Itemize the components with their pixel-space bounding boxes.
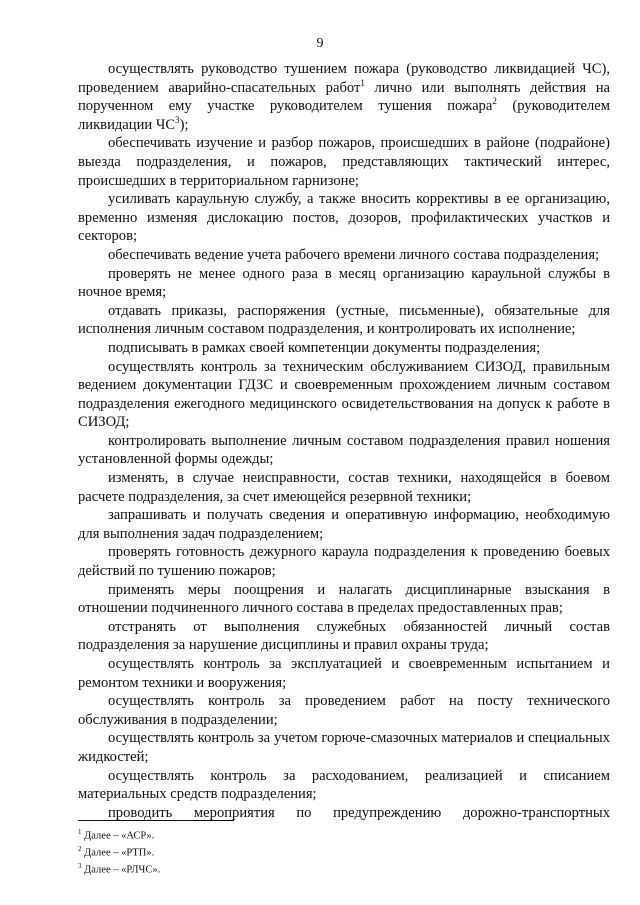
footnote-number: 3 xyxy=(78,862,82,871)
list-item xyxy=(78,60,610,134)
paragraph-text: отдавать приказы, распоряжения (устные, письменные), обязательные для исполнения личным составом подразделения, и контролировать их исполнение; xyxy=(78,302,610,338)
list-item xyxy=(78,134,610,190)
list-item xyxy=(78,618,610,655)
paragraph-text: осуществлять контроль за расходованием, реализацией и списанием материальных средств подразделения; xyxy=(78,767,610,803)
footnote-number: 1 xyxy=(78,828,82,836)
footnote xyxy=(78,826,478,843)
footnote-text: Далее – «АСР». xyxy=(81,830,155,842)
list-item xyxy=(78,265,610,302)
paragraph-text: проводить мероприятия по предупреждению дорожно-транспортных xyxy=(108,804,610,821)
paragraph-text: отстранять от выполнения служебных обязанностей личный состав подразделения за нарушение дисциплины и правил охраны труда; xyxy=(78,618,610,654)
list-item xyxy=(78,469,610,506)
paragraph-text: изменять, в случае неисправности, состав техники, находящейся в боевом расчете подразделения, за счет имеющейся резервной техники; xyxy=(78,470,610,505)
footnote-marker: 1 xyxy=(360,77,365,88)
list-item xyxy=(78,432,610,469)
paragraph-text: осуществлять контроль за проведением работ на посту технического обслуживания в подразделении; xyxy=(78,693,610,728)
paragraph-text: контролировать выполнение личным составом подразделения правил ношения установленной формы одежды; xyxy=(78,432,610,468)
footnotes xyxy=(78,826,478,877)
footnote-number: 2 xyxy=(78,845,82,854)
paragraph-text: осуществлять контроль за техническим обслуживанием СИЗОД, правильным ведением документации ГДЗС и своевременным прохождением личным составом подразделения ежегодного медицинского освидетельствования на допуск к работе в СИЗОД; xyxy=(78,358,610,431)
list-item xyxy=(78,767,610,804)
footnote xyxy=(78,860,478,877)
list-item xyxy=(78,358,610,432)
paragraph-text: проверять готовность дежурного караула подразделения к проведению боевых действий по тушению пожаров; xyxy=(78,544,610,580)
footnote xyxy=(78,843,478,860)
paragraph-text: запрашивать и получать сведения и оперативную информацию, необходимую для выполнения задач подразделением; xyxy=(78,507,610,542)
footnote-text: Далее – «РТП». xyxy=(81,847,155,859)
list-item xyxy=(78,581,610,618)
list-item xyxy=(78,692,610,729)
paragraph-text: (руководителем ликвидации ЧС xyxy=(78,98,610,133)
list-item xyxy=(78,339,610,358)
list-item xyxy=(78,246,610,265)
list-item xyxy=(78,543,610,580)
footnote-separator xyxy=(78,820,234,821)
footnote-text: Далее – «РЛЧС». xyxy=(81,864,161,876)
paragraph-text: осуществлять контроль за учетом горюче-смазочных материалов и специальных жидкостей; xyxy=(78,730,610,765)
paragraph-text: обеспечивать ведение учета рабочего времени личного состава подразделения; xyxy=(108,246,600,263)
list-item xyxy=(78,302,610,339)
paragraph-text: лично или выполнять действия на порученном ему участке руководителем тушения пожара xyxy=(78,79,611,115)
paragraph-text: осуществлять руководство тушением пожара (руководство ликвидацией ЧС), проведением аварийно-спасательных работ xyxy=(78,61,610,96)
list-item xyxy=(78,506,610,543)
paragraph-text: применять меры поощрения и налагать дисциплинарные взыскания в отношении подчиненного личного состава в пределах предоставленных прав; xyxy=(78,581,610,617)
paragraph-text: подписывать в рамках своей компетенции документы подразделения; xyxy=(108,339,541,356)
list-item xyxy=(78,190,610,246)
paragraph-text: обеспечивать изучение и разбор пожаров, происшедших в районе (подрайоне) выезда подразделения, и пожаров, представляющих тактический интерес, происшедших в территориальном гарнизоне; xyxy=(78,135,610,189)
list-item xyxy=(78,655,610,692)
document-body xyxy=(78,60,610,822)
list-item xyxy=(78,729,610,766)
footnote-marker: 3 xyxy=(175,114,180,125)
paragraph-text: осуществлять контроль за эксплуатацией и своевременным испытанием и ремонтом техники и вооружения; xyxy=(78,656,610,691)
paragraph-text: проверять не менее одного раза в месяц организацию караульной службы в ночное время; xyxy=(78,265,610,301)
paragraph-text: усиливать караульную службу, а также вносить коррективы в ее организацию, временно изменяя дислокацию постов, дозоров, профилактических участков и секторов; xyxy=(78,191,610,245)
footnote-marker: 2 xyxy=(492,96,497,107)
page-number: 9 xyxy=(316,36,324,51)
paragraph-text: ); xyxy=(179,116,189,133)
